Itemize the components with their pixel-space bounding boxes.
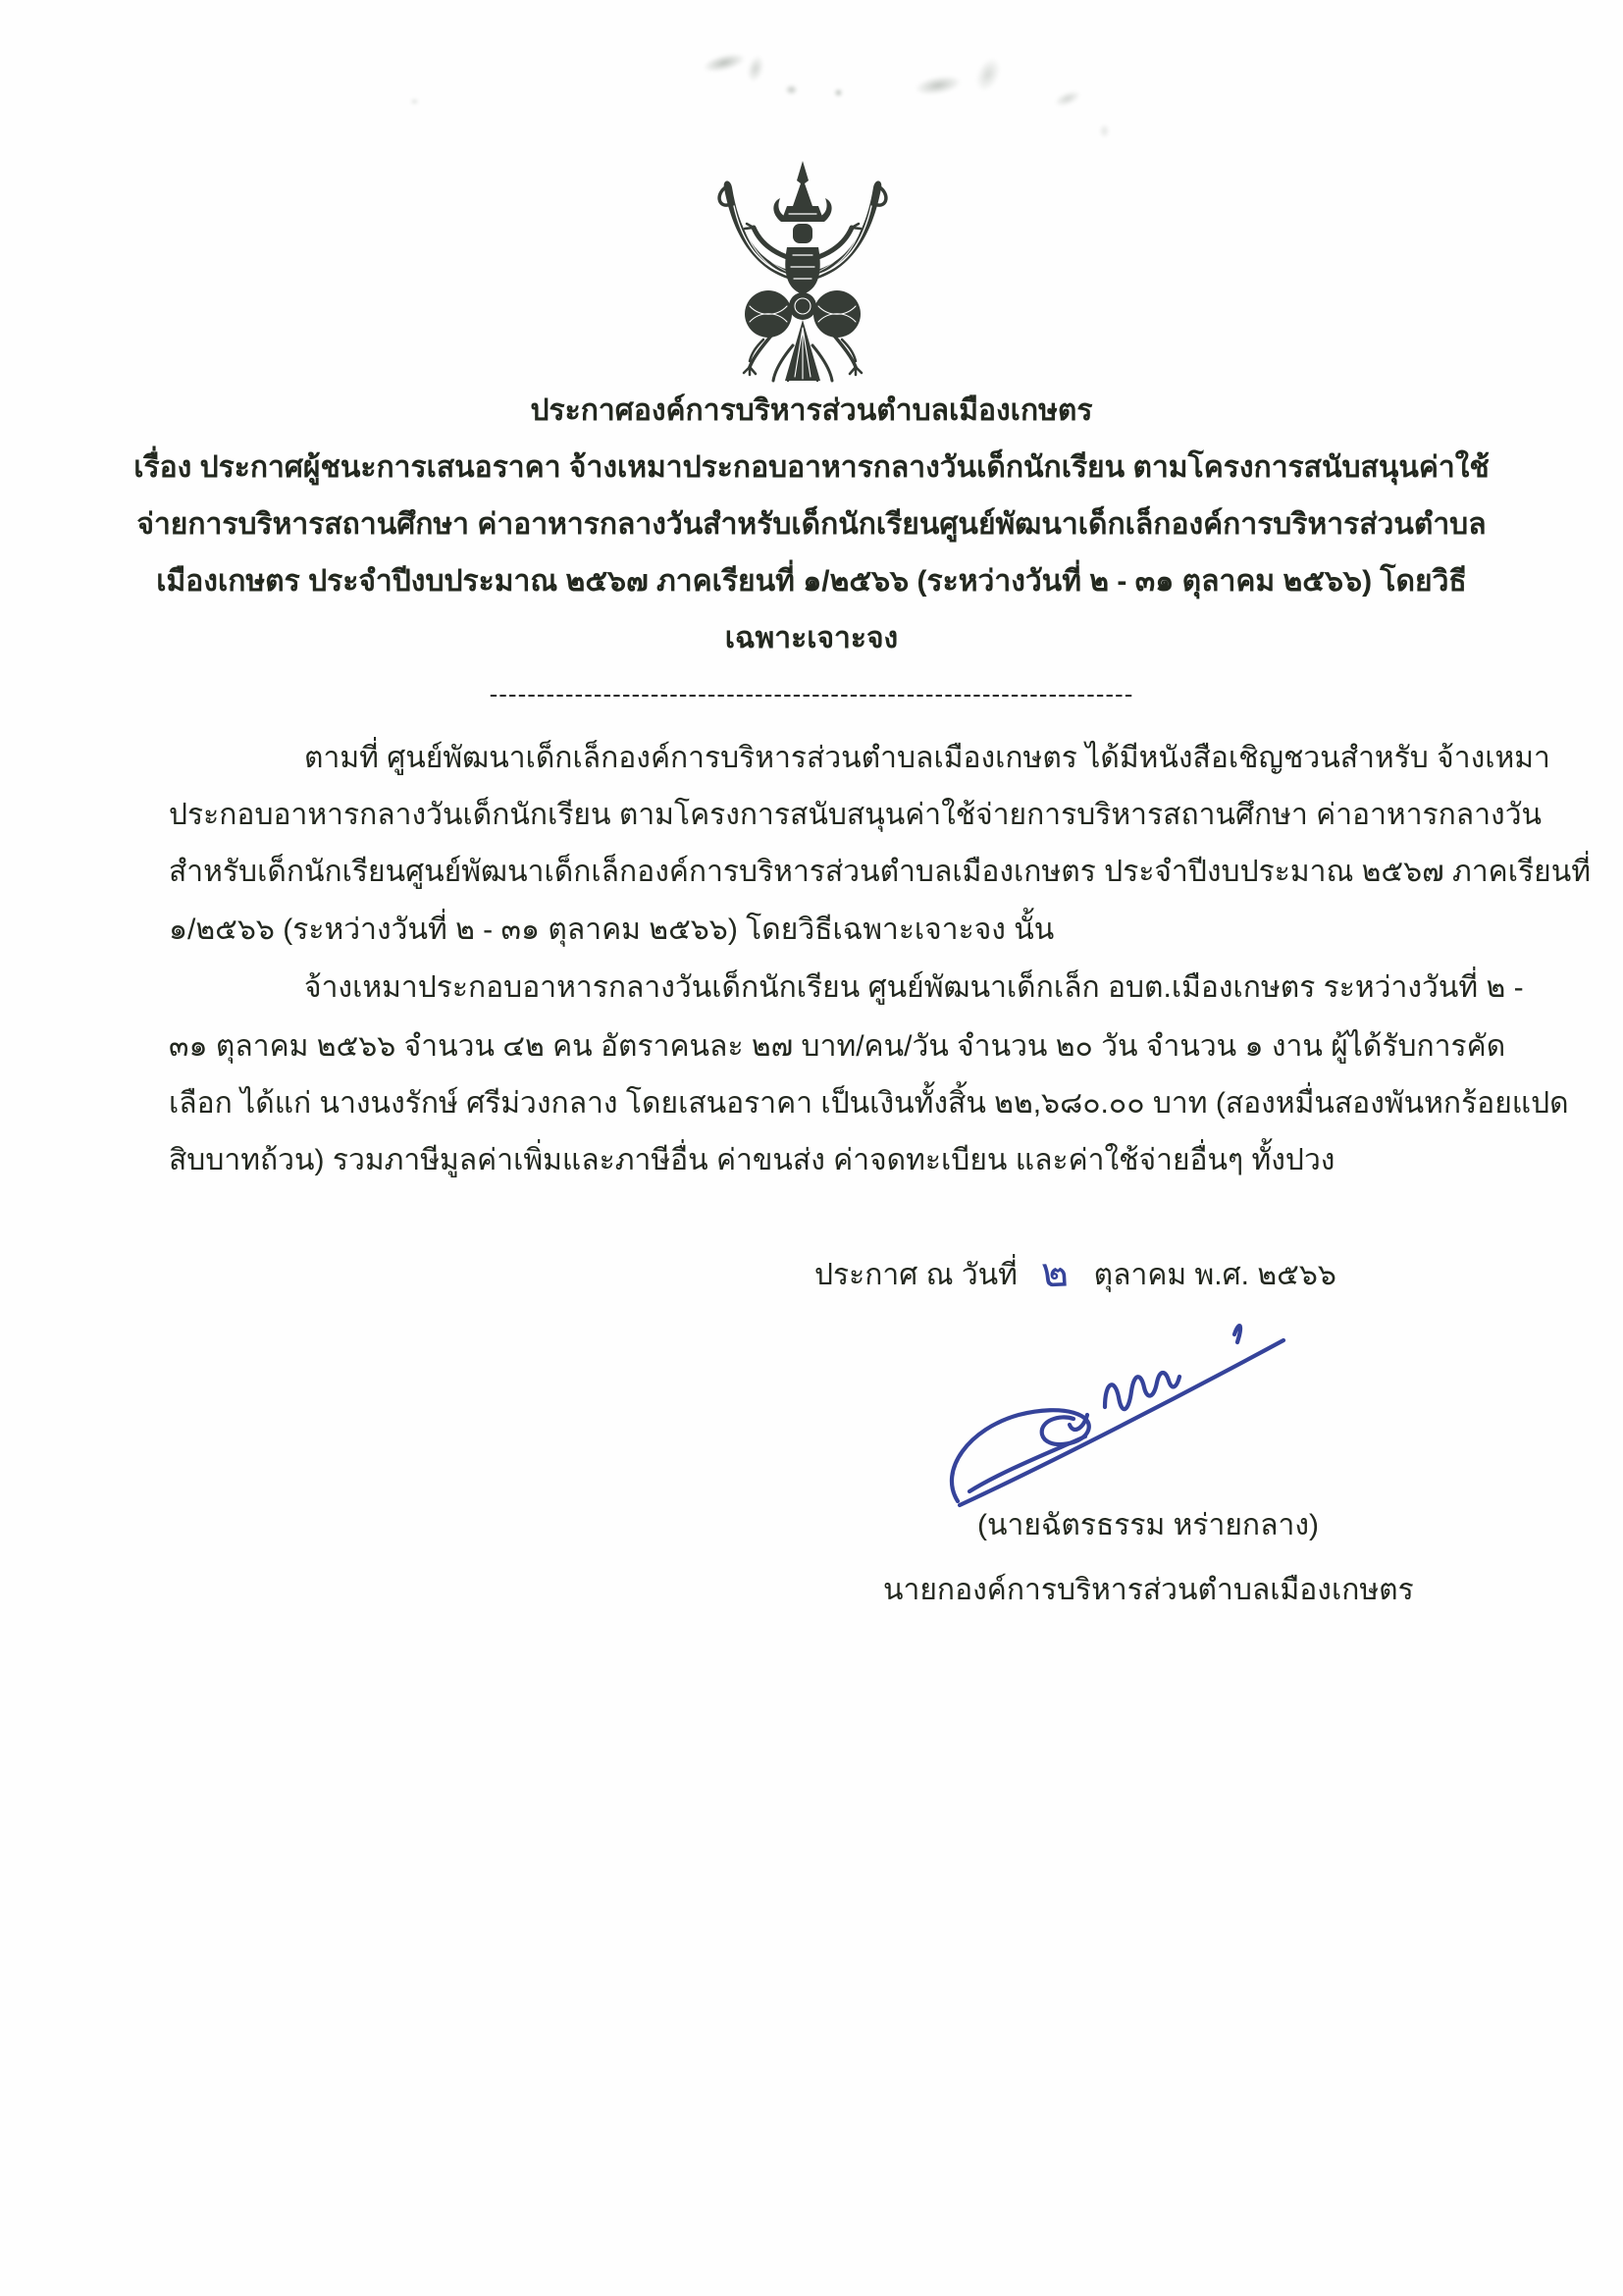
scan-smudge <box>834 88 843 97</box>
title-line-3: จ่ายการบริหารสถานศึกษา ค่าอาหารกลางวันสำหรับเด็กนักเรียนศูนย์พัฒนาเด็กเล็กองค์การบริหารส่วนตำบล <box>136 508 1487 541</box>
handwritten-day: ๒ <box>1039 1248 1070 1296</box>
body-line: สิบบาทถ้วน) รวมภาษีมูลค่าเพิ่มและภาษีอื่น ค่าขนส่ง ค่าจดทะเบียน และค่าใช้จ่ายอื่นๆ ทั้งปวง <box>169 1144 1335 1176</box>
announcement-date-line <box>814 1248 1336 1298</box>
scan-smudge <box>914 73 963 98</box>
body-line: ๓๑ ตุลาคม ๒๕๖๖ จำนวน ๔๒ คน อัตราคนละ ๒๗ บาท/คน/วัน จำนวน ๒๐ วัน จำนวน ๑ งาน ผู้ได้รับการคัด <box>169 1030 1506 1063</box>
scan-smudge <box>785 84 798 95</box>
date-prefix: ประกาศ ณ วันที่ <box>814 1259 1018 1291</box>
body-line: ๑/๒๕๖๖ (ระหว่างวันที่ ๒ - ๓๑ ตุลาคม ๒๕๖๖) โดยวิธีเฉพาะเจาะจง นั้น <box>169 913 1055 946</box>
body-line: ประกอบอาหารกลางวันเด็กนักเรียน ตามโครงการสนับสนุนค่าใช้จ่ายการบริหารสถานศึกษา ค่าอาหารกลางวัน <box>169 799 1543 831</box>
scan-smudge <box>744 53 766 83</box>
scan-smudge <box>971 54 1006 95</box>
title-line-5: เฉพาะเจาะจง <box>724 622 899 654</box>
signature <box>940 1313 1319 1509</box>
title-line-2: เรื่อง ประกาศผู้ชนะการเสนอราคา จ้างเหมาประกอบอาหารกลางวันเด็กนักเรียน ตามโครงการสนับสนุนค่าใช้ <box>133 451 1490 484</box>
date-suffix: ตุลาคม พ.ศ. ๒๕๖๖ <box>1093 1259 1336 1291</box>
garuda-emblem <box>703 159 903 387</box>
scan-smudge <box>410 98 419 105</box>
title-line-1: ประกาศองค์การบริหารส่วนตำบลเมืองเกษตร <box>530 394 1093 427</box>
title-line-4: เมืองเกษตร ประจำปีงบประมาณ ๒๕๖๗ ภาคเรียนที่ ๑/๒๕๖๖ (ระหว่างวันที่ ๒ - ๓๑ ตุลาคม ๒๕๖๖) โดยวิธี <box>156 565 1467 598</box>
scan-smudge <box>1099 124 1110 138</box>
body-line: เลือก ได้แก่ นางนงรักษ์ ศรีม่วงกลาง โดยเสนอราคา เป็นเงินทั้งสิ้น ๒๒,๖๘๐.๐๐ บาท (สองหมื่นสองพันหกร้อยแปด <box>169 1087 1569 1120</box>
body-line: สำหรับเด็กนักเรียนศูนย์พัฒนาเด็กเล็กองค์การบริหารส่วนตำบลเมืองเกษตร ประจำปีงบประมาณ ๒๕๖๗ ภาคเรียนที่ <box>169 856 1591 888</box>
signer-position: นายกองค์การบริหารส่วนตำบลเมืองเกษตร <box>883 1574 1414 1606</box>
divider: -------------------------------------------------------------------- <box>489 679 1134 708</box>
body-line: จ้างเหมาประกอบอาหารกลางวันเด็กนักเรียน ศูนย์พัฒนาเด็กเล็ก อบต.เมืองเกษตร ระหว่างวันที่ ๒ - <box>304 971 1524 1004</box>
body-line: ตามที่ ศูนย์พัฒนาเด็กเล็กองค์การบริหารส่วนตำบลเมืองเกษตร ได้มีหนังสือเชิญชวนสำหรับ จ้างเหมา <box>304 742 1550 774</box>
scan-smudge <box>702 50 748 76</box>
scan-smudge <box>1053 87 1083 110</box>
signer-name: (นายฉัตรธรรม หร่ายกลาง) <box>977 1509 1319 1541</box>
